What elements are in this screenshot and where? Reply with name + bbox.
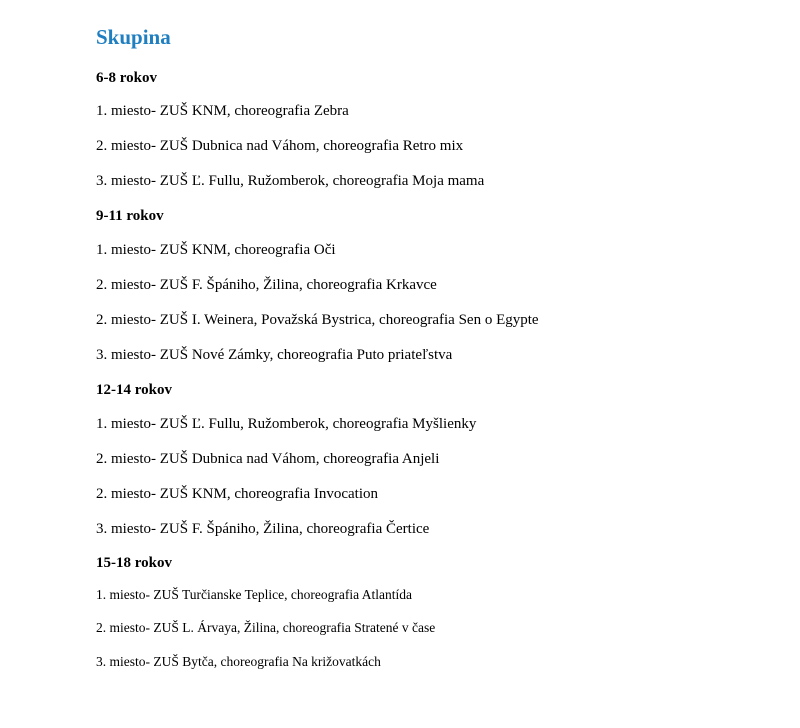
result-item: 1. miesto- ZUŠ KNM, choreografia Oči bbox=[96, 242, 336, 258]
result-item: 3. miesto- ZUŠ F. Špániho, Žilina, choreografia Čertice bbox=[96, 521, 430, 537]
group-heading: 12-14 rokov bbox=[96, 382, 172, 398]
result-item: 3. miesto- ZUŠ Ľ. Fullu, Ružomberok, choreografia Moja mama bbox=[96, 173, 485, 189]
result-item: 2. miesto- ZUŠ L. Árvaya, Žilina, choreografia Stratené v čase bbox=[96, 620, 436, 635]
group-heading: 15-18 rokov bbox=[96, 555, 172, 571]
result-item: 3. miesto- ZUŠ Nové Zámky, choreografia Puto priateľstva bbox=[96, 347, 453, 363]
section-title: Skupina bbox=[96, 25, 171, 49]
group-heading: 9-11 rokov bbox=[96, 208, 164, 224]
result-item: 2. miesto- ZUŠ I. Weinera, Považská Bystrica, choreografia Sen o Egypte bbox=[96, 312, 539, 328]
result-item: 1. miesto- ZUŠ KNM, choreografia Zebra bbox=[96, 103, 349, 119]
result-item: 1. miesto- ZUŠ Ľ. Fullu, Ružomberok, choreografia Myšlienky bbox=[96, 416, 477, 432]
result-item: 2. miesto- ZUŠ F. Špániho, Žilina, choreografia Krkavce bbox=[96, 277, 437, 293]
result-item: 2. miesto- ZUŠ Dubnica nad Váhom, choreografia Retro mix bbox=[96, 138, 464, 154]
result-item: 1. miesto- ZUŠ Turčianske Teplice, choreografia Atlantída bbox=[96, 587, 412, 602]
group-heading: 6-8 rokov bbox=[96, 70, 157, 86]
result-item: 2. miesto- ZUŠ KNM, choreografia Invocation bbox=[96, 486, 379, 502]
result-item: 2. miesto- ZUŠ Dubnica nad Váhom, choreografia Anjeli bbox=[96, 451, 440, 467]
result-item: 3. miesto- ZUŠ Bytča, choreografia Na križovatkách bbox=[96, 654, 381, 669]
